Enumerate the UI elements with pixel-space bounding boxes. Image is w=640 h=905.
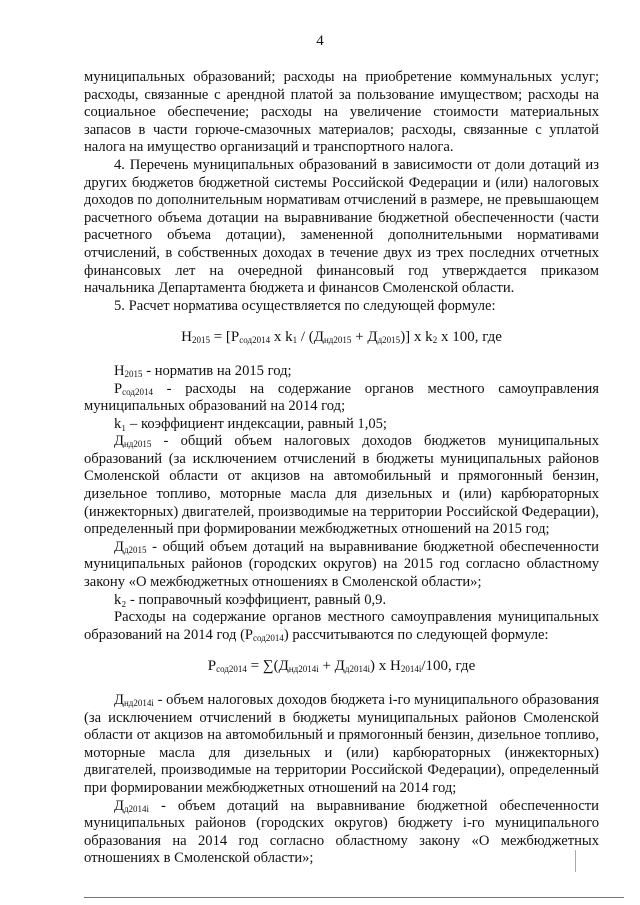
paragraph-item-5: 5. Расчет норматива осуществляется по следующей формуле: <box>114 297 496 314</box>
paragraph-expenses: Расходы на содержание органов местного самоуправления муниципальных образований на 2014 год $(Р_{сод2014})$ рассчитываются по следующей формуле: <box>84 609 599 643</box>
definition-k1: k₁ – коэффициент индексации, равный 1,05; <box>114 415 387 432</box>
formula-norm-2015: $Н_{2015} = [Р_{сод2014}$ х $k_1 / (Д_{нд2015} + Д_{д2015})$] х $k_2$ х 100, где <box>181 329 502 346</box>
definition-dd2014i: $Д_{д2014i}$ - объем дотаций на выравнивание бюджетной обеспеченности муниципальных районов (городских округов) бюджету i-го муниципального образования на 2014 год согласно областному закону «О межбюджетных отношениях в Смоленской области»; <box>84 797 599 867</box>
definition-dd2015: $Д_{д2015}$ - общий объем дотаций на выравнивание бюджетной обеспеченности муниципальных районов (городских округов) на 2015 год согласно областному закону «О межбюджетных отношениях в Смоленской области»; <box>84 538 599 591</box>
paragraph-item-4: 4. Перечень муниципальных образований в зависимости от доли дотаций из других бюджетов бюджетной системы Российской Федерации и (или) налоговых доходов по дополнительным нормативам отчислений в размере, не превышающем расчетного объема дотации на выравнивание бюджетной обеспеченности (части расчетного объема дотации), замененной дополнительными нормативами отчислений, в собственных доходах в течение двух из трех последних отчетных финансовых лет на очередной финансовый год утверждается приказом начальника Департамента бюджета и финансов Смоленской области. <box>84 156 599 297</box>
footer-rule <box>84 897 624 898</box>
definition-psod2014: $Р_{сод2014}$ - расходы на содержание органов местного самоуправления муниципальных образований на 2014 год; <box>84 380 599 415</box>
formula-expenses-2014: $Р_{сод2014} = \sum(Д_{нд2014i} + Д_{д2014i})$ х $Н_{2014i}/100$, где <box>207 658 476 675</box>
definition-h2015: $Н_{2015}$ - норматив на 2015 год; <box>114 362 292 379</box>
definition-dnd2014i: $Д_{нд2014i}$ - объем налоговых доходов бюджета i-го муниципального образования (за исключением отчислений в бюджеты муниципальных районов Смоленской области от акцизов на автомобильный и прямогонный бензин, дизельное топливо, моторные масла для дизельных и (или) карбюраторных (инжекторных) двигателей, производимые на территории Российской Федерации), определенный при формировании межбюджетных отношений на 2014 год; <box>84 692 599 796</box>
document-body <box>84 69 599 868</box>
scan-mark <box>575 850 576 872</box>
page-number: 4 <box>316 33 324 49</box>
definition-dnd2015: $Д_{нд2015}$ - общий объем налоговых доходов бюджетов муниципальных образований (за исключением отчислений в бюджеты муниципальных районов Смоленской области от акцизов на автомобильный и прямогонный бензин, дизельное топливо, моторные масла для дизельных и (или) карбюраторных (инжекторных) двигателей, производимые на территории Российской Федерации), определенный при формировании межбюджетных отношений на 2015 год; <box>84 433 599 538</box>
definition-k2: k₂ - поправочный коэффициент, равный 0,9. <box>114 591 387 608</box>
paragraph-continuation: муниципальных образований; расходы на приобретение коммунальных услуг; расходы, связанные с арендной платой за пользование имуществом; расходы на социальное обеспечение; расходы на увеличение стоимости материальных запасов в части горюче-смазочных материалов; расходы, связанные с уплатой налога на имущество организаций и транспортного налога. <box>84 69 599 156</box>
